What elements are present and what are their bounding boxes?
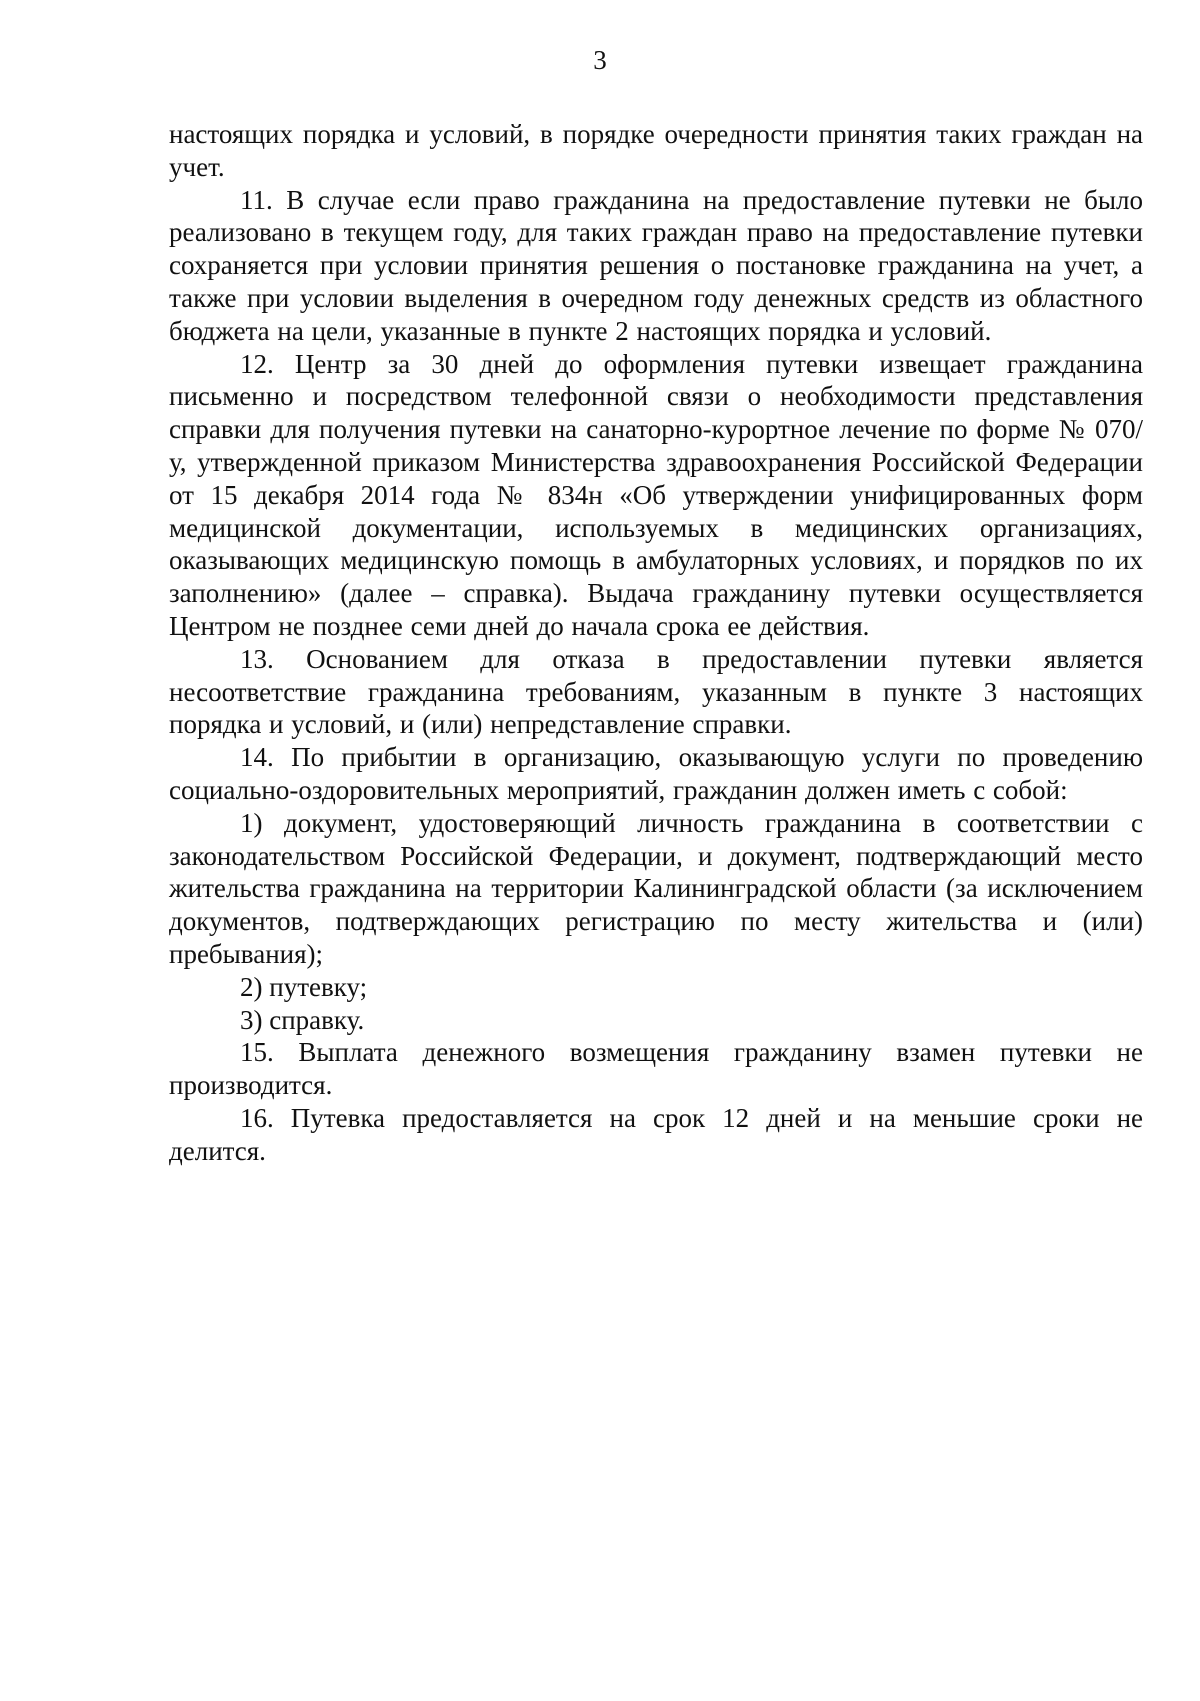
paragraph-14: 14. По прибытии в организацию, оказывающую услуги по проведению социально-оздоровительных мероприятий, гражданин должен иметь с собой: bbox=[169, 742, 1143, 805]
paragraph-15: 15. Выплата денежного возмещения гражданину взамен путевки не производится. bbox=[169, 1037, 1143, 1101]
paragraph-continuation: настоящих порядка и условий, в порядке очередности принятия таких граждан на учет. bbox=[169, 119, 1143, 182]
list-item-14-3: 3) справку. bbox=[240, 1004, 365, 1035]
paragraph-11: 11. В случае если право гражданина на предоставление путевки не было реализовано в текущем году, для таких граждан право на предоставление путевки сохраняется при условии принятия решения о постановке гражданина на учет, а также при условии выделения в очередном году денежных средств из областного бюджета на цели, указанные в пункте 2 настоящих порядка и условий. bbox=[169, 184, 1143, 346]
list-item-14-2: 2) путевку; bbox=[240, 971, 368, 1002]
paragraph-12: 12. Центр за 30 дней до оформления путевки извещает гражданина письменно и посредством телефонной связи о необходимости представления справки для получения путевки на санаторно-курортное лечение по форме № 070/у, утвержденной приказом Министерства здравоохранения Российской Федерации от 15 декабря 2014 года № 834н «Об утверждении унифицированных форм медицинской документации, используемых в медицинских организациях, оказывающих медицинскую помощь в амбулаторных условиях, и порядков по их заполнению» (далее – справка). Выдача гражданину путевки осуществляется Центром не позднее семи дней до начала срока ее действия. bbox=[169, 348, 1143, 641]
paragraph-16: 16. Путевка предоставляется на срок 12 дней и на меньшие сроки не делится. bbox=[169, 1102, 1143, 1166]
paragraph-13: 13. Основанием для отказа в предоставлении путевки является несоответствие гражданина требованиям, указанным в пункте 3 настоящих порядка и условий, и (или) непредставление справки. bbox=[169, 643, 1143, 740]
list-item-14-1: 1) документ, удостоверяющий личность гражданина в соответствии с законодательством Российской Федерации, и документ, подтверждающий место жительства гражданина на территории Калининградской области (за исключением документов, подтверждающих регистрацию по месту жительства и (или) пребывания); bbox=[169, 807, 1143, 969]
page-number: 3 bbox=[593, 45, 607, 75]
document-body bbox=[169, 118, 1143, 1168]
